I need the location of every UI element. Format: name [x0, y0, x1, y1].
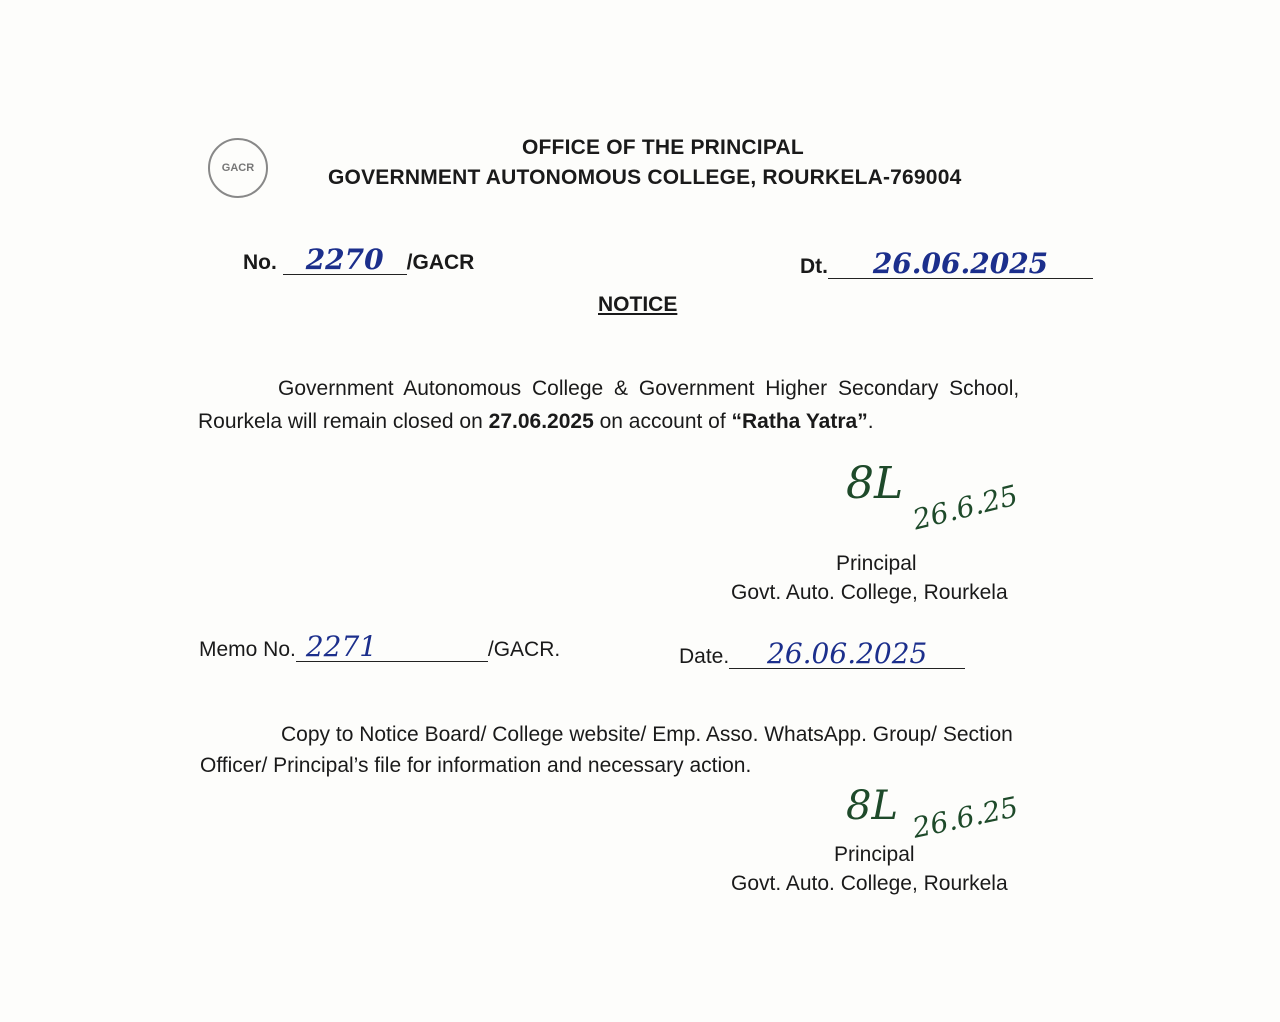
no-value: 2270	[283, 246, 407, 275]
signature-2-date: 26.6.25	[909, 790, 1022, 845]
body-line-2	[198, 410, 874, 434]
body-line-1: Government Autonomous College & Government Higher Secondary School,	[278, 377, 1020, 400]
signatory-title-1: Principal	[836, 552, 917, 575]
date-label: Dt.	[800, 255, 828, 278]
reference-date	[800, 247, 1093, 280]
date-value: 26.06.2025	[828, 250, 1093, 279]
signature-1: 8L	[846, 458, 904, 509]
no-label: No.	[243, 251, 277, 274]
signatory-org-1: Govt. Auto. College, Rourkela	[731, 581, 1008, 604]
reference-number	[243, 243, 475, 276]
memo-number	[199, 630, 561, 663]
body-text: on account of	[593, 410, 732, 433]
memo-date	[679, 637, 965, 670]
event-name: “Ratha Yatra”	[731, 410, 868, 433]
copy-line-1: Copy to Notice Board/ College website/ Emp. Asso. WhatsApp. Group/ Section	[281, 723, 1013, 746]
memo-label: Memo No.	[199, 638, 296, 661]
memo-suffix: /GACR.	[487, 638, 561, 661]
memo-value: 2271	[296, 633, 488, 662]
memo-date-value: 26.06.2025	[729, 640, 965, 669]
body-text: Rourkela will remain closed on	[198, 410, 489, 433]
notice-title: NOTICE	[598, 293, 678, 316]
body-text: .	[867, 410, 874, 433]
closure-date: 27.06.2025	[488, 410, 594, 433]
signatory-org-2: Govt. Auto. College, Rourkela	[731, 872, 1008, 895]
signatory-title-2: Principal	[834, 843, 915, 866]
no-suffix: /GACR	[406, 251, 475, 274]
signature-2: 8L	[846, 783, 899, 829]
copy-line-2: Officer/ Principal’s file for information and necessary action.	[200, 754, 752, 777]
office-title: OFFICE OF THE PRINCIPAL	[522, 136, 804, 159]
seal-label: GACR	[221, 162, 255, 174]
college-seal-logo	[208, 138, 268, 198]
memo-date-label: Date.	[679, 645, 730, 668]
college-name: GOVERNMENT AUTONOMOUS COLLEGE, ROURKELA-769004	[328, 166, 962, 189]
signature-1-date: 26.6.25	[909, 478, 1022, 537]
